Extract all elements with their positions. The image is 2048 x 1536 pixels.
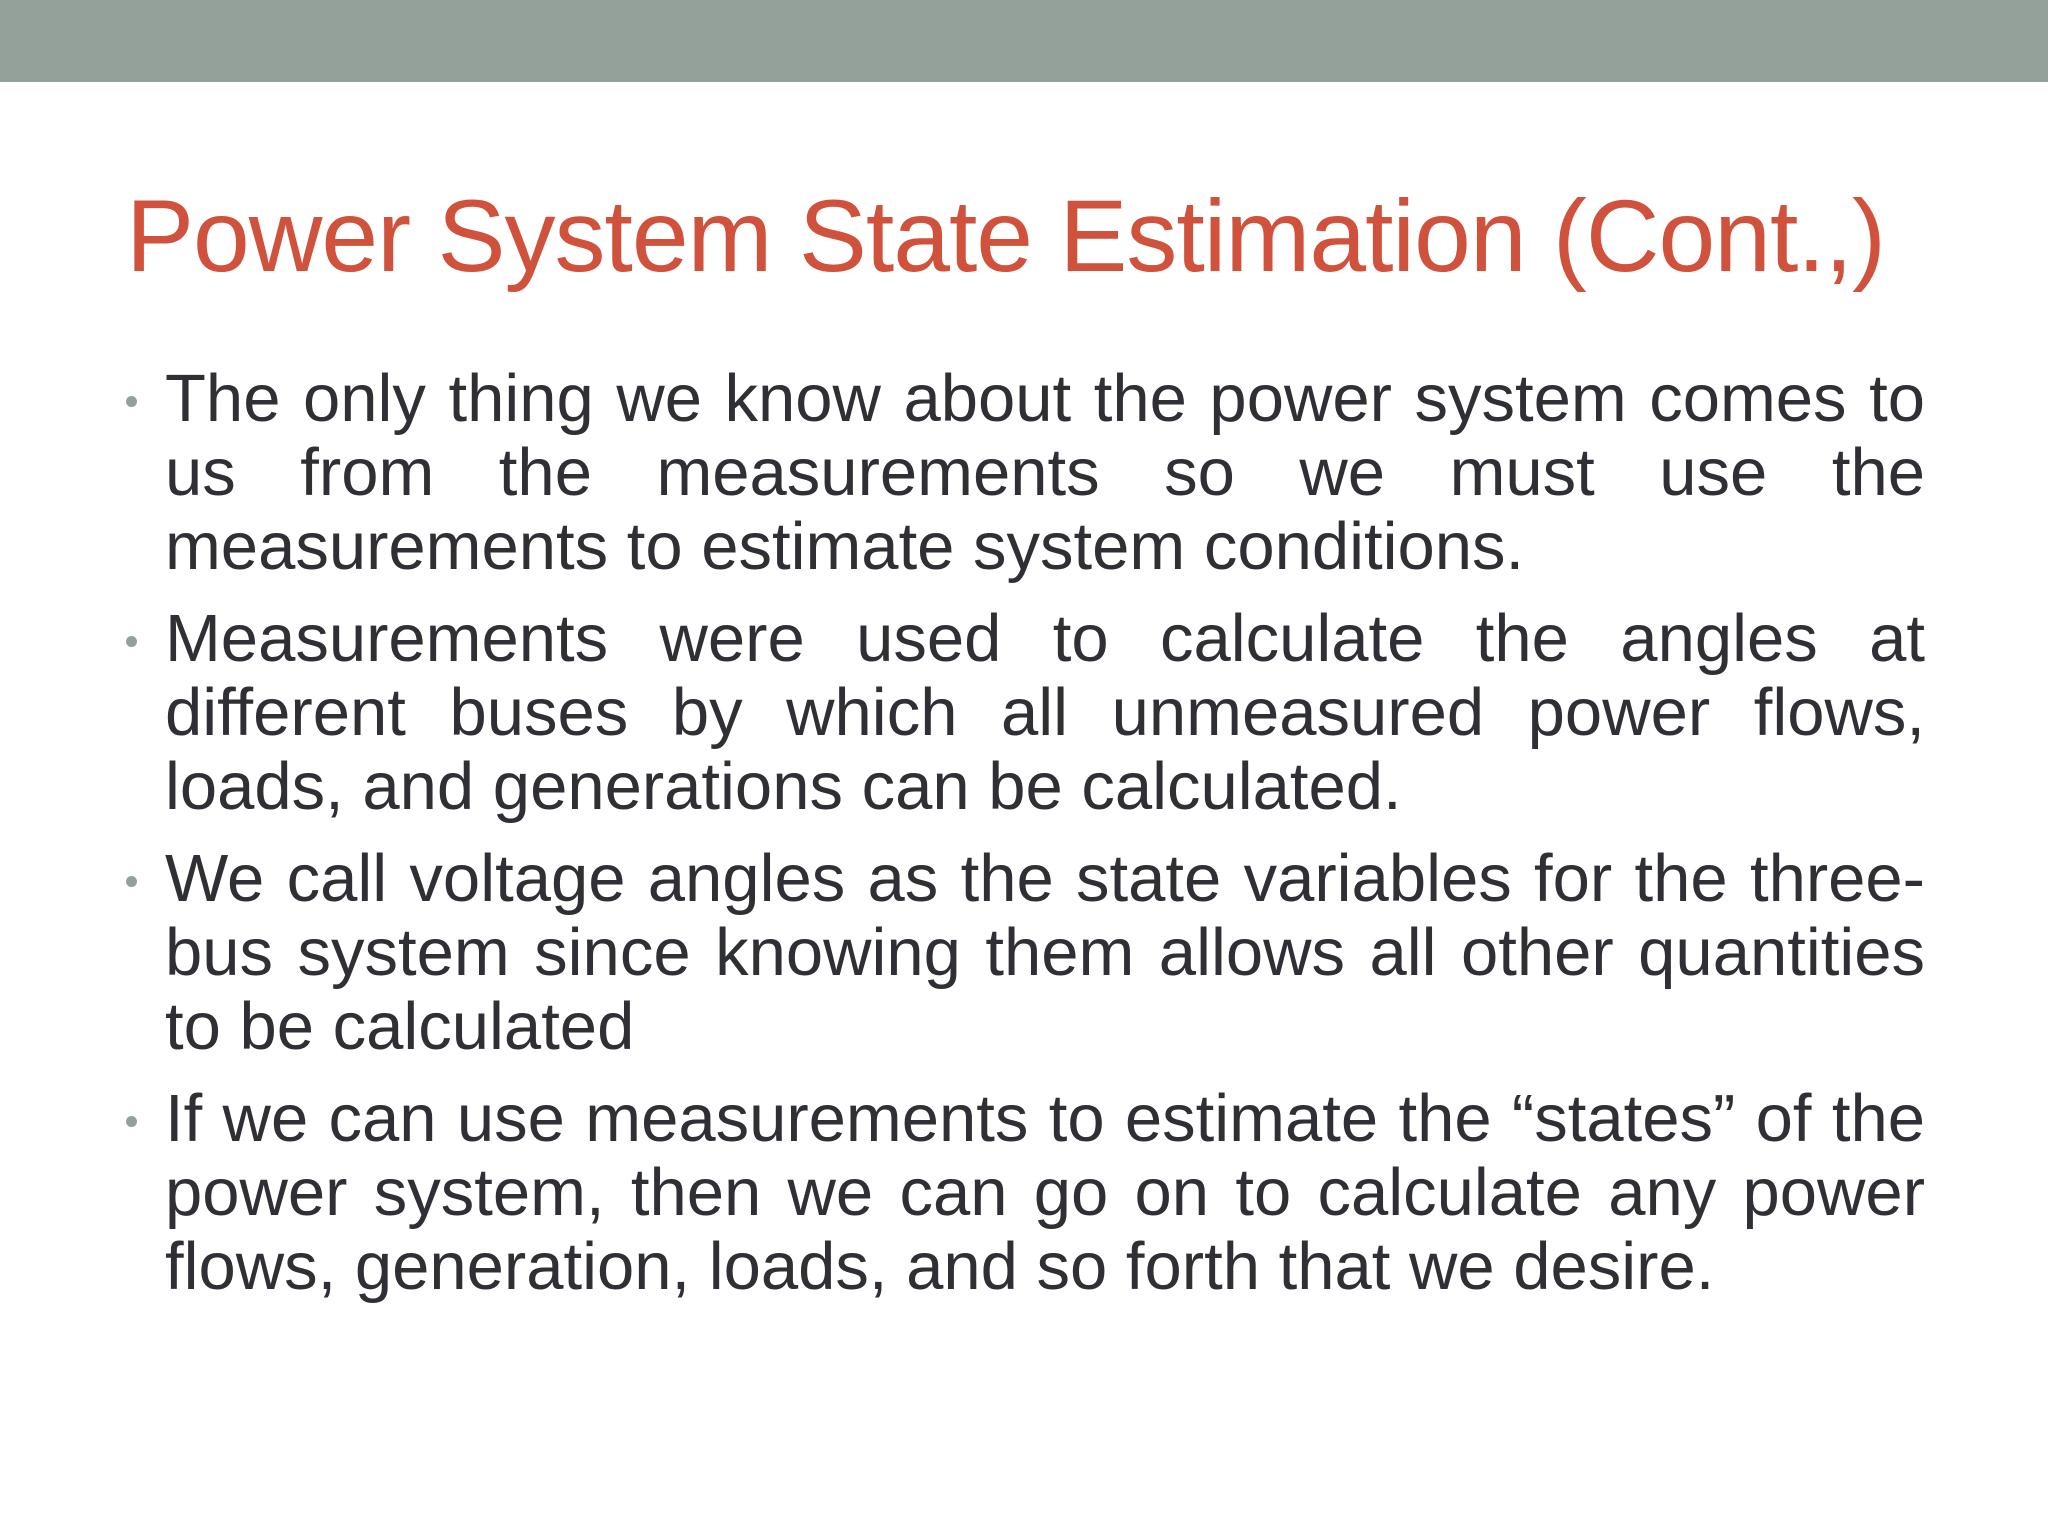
bullet-item xyxy=(165,362,1925,584)
bullet-item xyxy=(165,1082,1925,1304)
bullet-item xyxy=(165,602,1925,824)
bullet-dot-icon xyxy=(126,396,137,407)
bullet-item xyxy=(165,842,1925,1064)
bullet-text: If we can use measurements to estimate the “states” of the power system, then we can go on to calculate any power flows, generation, loads, and so forth that we desire. xyxy=(165,1081,1925,1304)
bullet-dot-icon xyxy=(126,876,137,887)
bullet-list xyxy=(165,362,1925,1322)
bullet-text: We call voltage angles as the state variables for the three-bus system since knowing them allows all other quantities to be calculated xyxy=(165,841,1925,1064)
slide-title: Power System State Estimation (Cont.,) xyxy=(126,179,1885,293)
bullet-dot-icon xyxy=(126,1116,137,1127)
top-accent-bar xyxy=(0,0,2048,82)
bullet-dot-icon xyxy=(126,636,137,647)
bullet-text: Measurements were used to calculate the angles at different buses by which all unmeasured power flows, loads, and generations can be calculated. xyxy=(165,601,1925,824)
bullet-text: The only thing we know about the power system comes to us from the measurements so we must use the measurements to estimate system conditions. xyxy=(165,361,1925,584)
